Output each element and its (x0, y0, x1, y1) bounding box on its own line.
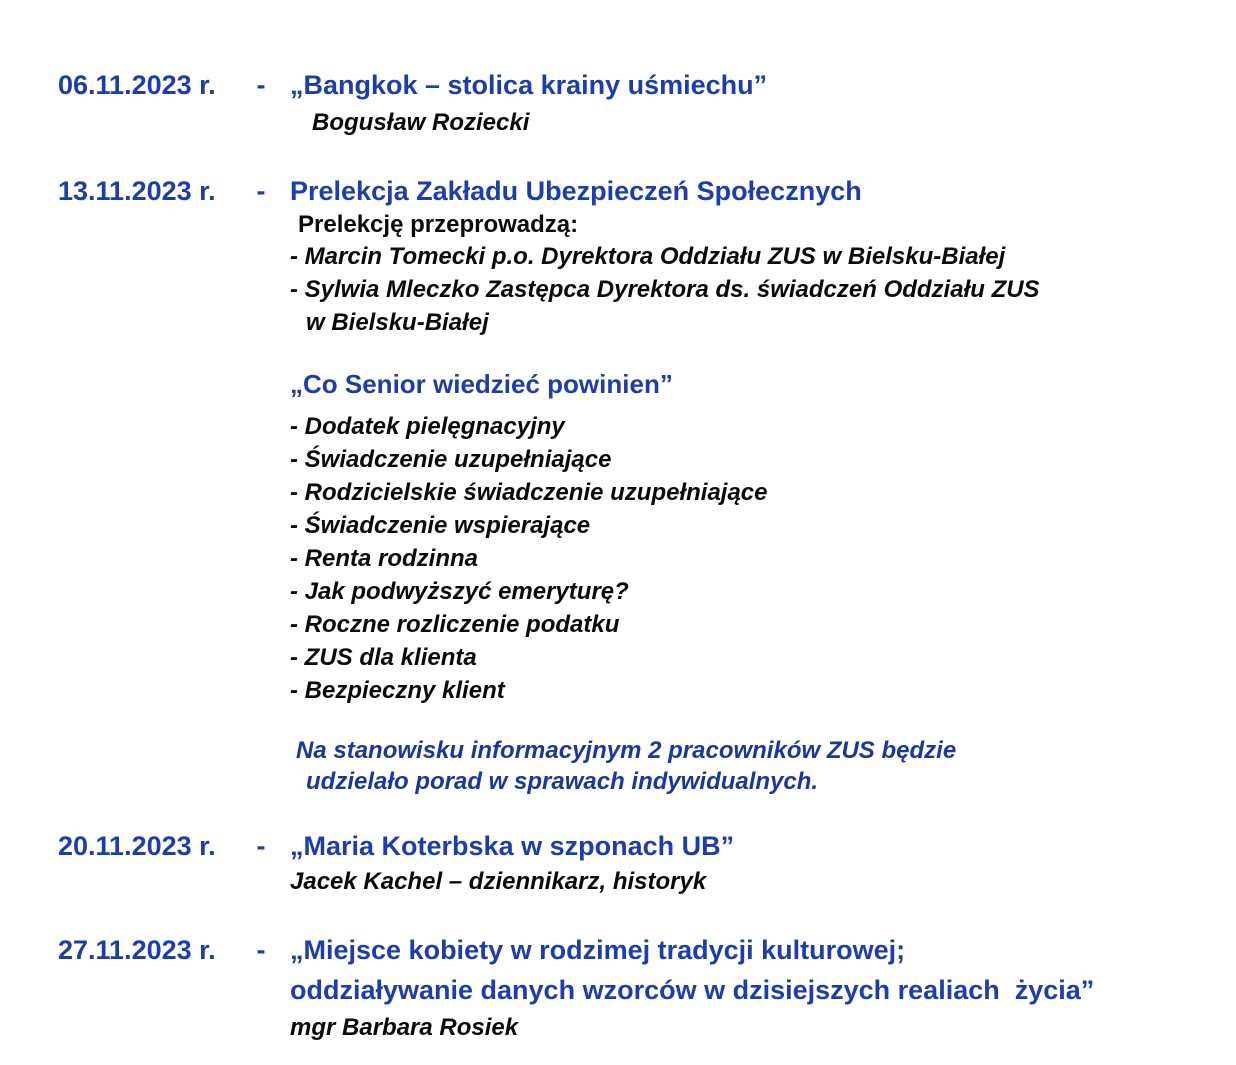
event-speaker-row (0, 1013, 1236, 1043)
info-note-line: udzielało porad w sprawach indywidualnych. (306, 768, 819, 796)
topic-row (0, 410, 1236, 443)
presenters-intro: Prelekcję przeprowadzą: (298, 211, 579, 239)
event-subtitle-row (0, 339, 1236, 410)
topic-row (0, 443, 1236, 476)
info-note-line: Na stanowisku informacyjnym 2 pracowników ZUS będzie (296, 737, 957, 765)
presenter-item: - Sylwia Mleczko Zastępca Dyrektora ds. świadczeń Oddziału ZUS (290, 276, 1040, 304)
event-speaker-row (0, 867, 1236, 897)
event-entry (0, 935, 1236, 1043)
topic-item: - Roczne rozliczenie podatku (290, 611, 620, 639)
date-title-separator: - (256, 70, 266, 100)
topic-item: - Świadczenie wspierające (290, 512, 591, 540)
presenters-intro-row (0, 210, 1236, 240)
event-heading-row (0, 176, 1236, 207)
event-entry (0, 176, 1236, 797)
topic-item: - Renta rodzinna (290, 545, 479, 573)
event-title-line: oddziaływanie danych wzorców w dzisiejszych realiach życia” (290, 975, 1095, 1006)
speaker-name: mgr Barbara Rosiek (290, 1014, 519, 1042)
topic-item: - Rodzicielskie świadczenie uzupełniające (290, 479, 768, 507)
event-title: Prelekcja Zakładu Ubezpieczeń Społecznych (290, 176, 862, 207)
event-heading-row (0, 70, 1236, 101)
event-entry (0, 70, 1236, 138)
presenter-item: - Marcin Tomecki p.o. Dyrektora Oddziału ZUS w Bielsku-Białej (290, 243, 1006, 271)
speaker-name: Bogusław Roziecki (312, 109, 530, 137)
event-title (290, 935, 1236, 1006)
topic-item: - Świadczenie uzupełniające (290, 446, 612, 474)
event-heading-row (0, 935, 1236, 1006)
date-title-separator: - (256, 831, 266, 862)
topic-item: - ZUS dla klienta (290, 644, 477, 672)
event-date: 06.11.2023 r. (58, 70, 216, 100)
event-subtitle: „Co Senior wiedzieć powinien” (290, 369, 673, 400)
topic-row (0, 542, 1236, 575)
event-entry (0, 831, 1236, 897)
topic-row (0, 509, 1236, 542)
date-title-separator: - (256, 176, 266, 207)
info-note (290, 735, 1236, 797)
date-title-separator: - (256, 935, 266, 966)
topic-row (0, 476, 1236, 509)
speaker-name: Jacek Kachel – dziennikarz, historyk (290, 868, 707, 896)
presenter-row (0, 240, 1236, 273)
event-title: „Bangkok – stolica krainy uśmiechu” (290, 70, 768, 100)
presenter-row (0, 273, 1236, 306)
topic-item: - Bezpieczny klient (290, 677, 505, 705)
presenter-row (0, 306, 1236, 339)
topic-row (0, 641, 1236, 674)
topic-row (0, 575, 1236, 608)
event-title: „Maria Koterbska w szponach UB” (290, 831, 735, 862)
topic-row (0, 608, 1236, 641)
event-heading-row (0, 831, 1236, 862)
event-date: 20.11.2023 r. (58, 831, 216, 862)
topic-item: - Dodatek pielęgnacyjny (290, 413, 565, 441)
event-title-line: „Miejsce kobiety w rodzimej tradycji kulturowej; (290, 935, 906, 966)
event-date: 27.11.2023 r. (58, 935, 216, 966)
presenter-item-continuation: w Bielsku-Białej (306, 309, 489, 337)
event-date: 13.11.2023 r. (58, 176, 216, 207)
event-speaker-row (0, 108, 1236, 138)
topic-item: - Jak podwyższyć emeryturę? (290, 578, 629, 606)
topic-row (0, 674, 1236, 707)
info-note-row (0, 707, 1236, 797)
